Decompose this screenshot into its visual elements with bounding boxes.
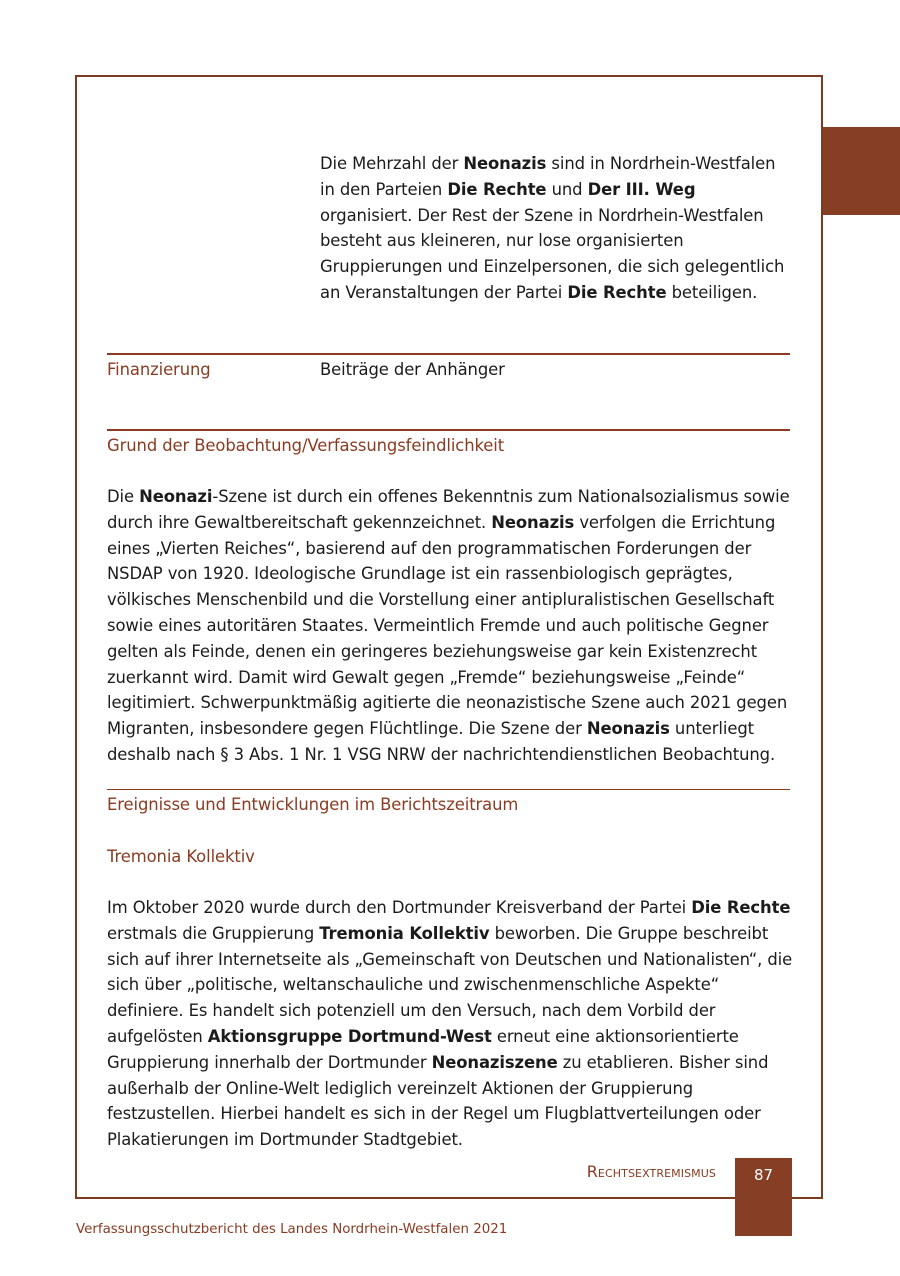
chapter-tab xyxy=(823,127,900,215)
publication-title: Verfassungsschutzbericht des Landes Nordrhein-Westfalen 2021 xyxy=(76,1222,508,1237)
divider-events xyxy=(107,789,790,790)
divider-financing xyxy=(107,353,790,355)
financing-value: Beiträge der Anhänger xyxy=(320,360,505,379)
grund-heading: Grund der Beobachtung/Verfassungsfeindlichkeit xyxy=(107,436,505,455)
events-subheading: Tremonia Kollektiv xyxy=(107,847,255,866)
financing-label: Finanzierung xyxy=(107,360,211,379)
intro-paragraph: Die Mehrzahl der Neonazis sind in Nordrhein-Westfalen in den Parteien Die Rechte und Der III. Weg organisiert. Der Rest der Szene in Nordrhein-Westfalen besteht aus kleineren, nur lose organisierten Gruppierungen und Einzelpersonen, die sich gelegentlich an Veranstaltungen der Partei Die Rechte beteiligen. xyxy=(320,154,785,302)
footer-category: Rechtsextremismus xyxy=(586,1162,716,1181)
events-heading: Ereignisse und Entwicklungen im Berichtszeitraum xyxy=(107,795,519,814)
page-number: 87 xyxy=(753,1166,774,1184)
divider-grund xyxy=(107,429,790,431)
page-number-box xyxy=(735,1158,792,1236)
grund-paragraph: Die Neonazi-Szene ist durch ein offenes Bekenntnis zum Nationalsozialismus sowie durch ihre Gewaltbereitschaft gekennzeichnet. Neonazis verfolgen die Errichtung eines „Vierten Reiches“, basierend auf den programmatischen Forderungen der NSDAP von 1920. Ideologische Grundlage ist ein rassenbiologisch geprägtes, völkisches Menschenbild und die Vorstellung einer antipluralistischen Gesellschaft sowie eines autoritären Staates. Vermeintlich Fremde und auch politische Gegner gelten als Feinde, denen ein geringeres beziehungsweise gar kein Existenzrecht zuerkannt wird. Damit wird Gewalt gegen „Fremde“ beziehungsweise „Feinde“ legitimiert. Schwerpunktmäßig agitierte die neonazistische Szene auch 2021 gegen Migranten, insbesondere gegen Flüchtlinge. Die Szene der Neonazis unterliegt deshalb nach § 3 Abs. 1 Nr. 1 VSG NRW der nachrichtendienstlichen Beobachtung. xyxy=(107,487,790,764)
events-paragraph: Im Oktober 2020 wurde durch den Dortmunder Kreisverband der Partei Die Rechte erstmals die Gruppierung Tremonia Kollektiv beworben. Die Gruppe beschreibt sich auf ihrer Internetseite als „Gemeinschaft von Deutschen und Nationalisten“, die sich über „politische, weltanschauliche und zwischenmenschliche Aspekte“ definiere. Es handelt sich potenziell um den Versuch, nach dem Vorbild der aufgelösten Aktionsgruppe Dortmund-West erneut eine aktionsorientierte Gruppierung innerhalb der Dortmunder Neonaziszene zu etablieren. Bisher sind außerhalb der Online-Welt lediglich vereinzelt Aktionen der Gruppierung festzustellen. Hierbei handelt es sich in der Regel um Flugblattverteilungen oder Plakatierungen im Dortmunder Stadtgebiet. xyxy=(107,898,793,1150)
